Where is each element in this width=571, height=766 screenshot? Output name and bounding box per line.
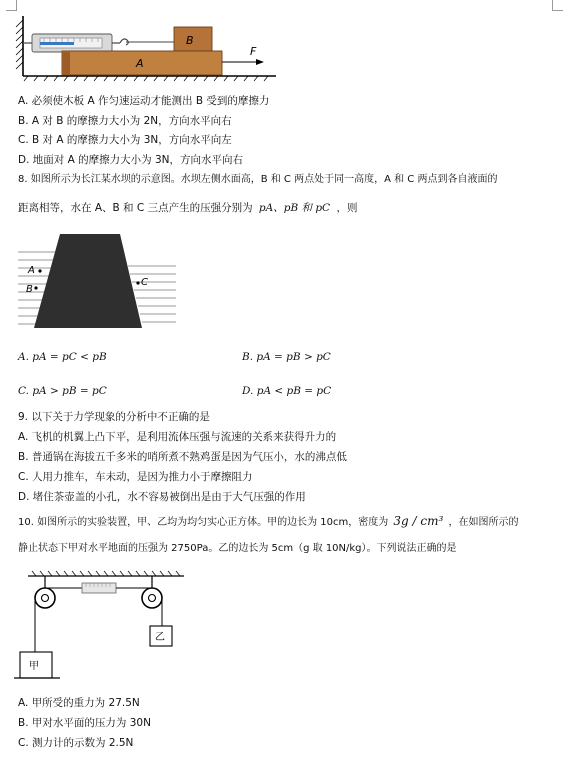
q8-option-a: A. pA = pC < pB (18, 351, 107, 363)
block-b-label: B (186, 34, 194, 47)
point-c-label: C (141, 277, 148, 288)
figure-pulley-setup (14, 570, 214, 682)
q7-option-c: C. B 对 A 的摩擦力大小为 3N，方向水平向左 (18, 134, 232, 146)
q8-option-c: C. pA > pB = pC (18, 385, 107, 397)
q10-stem-line1 (18, 514, 519, 530)
q10-stem-prefix: 10. 如图所示的实验装置，甲、乙均为均匀实心正方体。甲的边长为 10cm，密度为 (18, 517, 389, 528)
q7-option-b: B. A 对 B 的摩擦力大小为 2N，方向水平向右 (18, 115, 232, 127)
q8-option-b: B. pA = pB > pC (242, 351, 331, 363)
corner-mark-right (552, 0, 563, 11)
block-jia-label: 甲 (29, 661, 39, 672)
point-b-label: B (26, 284, 33, 295)
q10-stem-line2: 静止状态下甲对水平地面的压强为 2750Pa。乙的边长为 5cm（g 取 10N/kg）。下列说法正确的是 (18, 543, 457, 554)
block-yi-label: 乙 (155, 632, 165, 643)
q9-stem: 9. 以下关于力学现象的分析中不正确的是 (18, 411, 210, 423)
point-a-label: A (28, 265, 35, 276)
q10-stem-suffix: ，在如图所示的 (448, 517, 519, 528)
q10-option-b: B. 甲对水平面的压力为 30N (18, 717, 151, 729)
q8-stem-line1: 8. 如图所示为长江某水坝的示意图。水坝左侧水面高，B 和 C 两点处于同一高度，A 和 C 两点到各自液面的 (18, 174, 498, 185)
corner-mark-left (6, 0, 17, 11)
figure-friction-setup (14, 14, 284, 82)
q9-option-c: C. 人用力推车，车未动，是因为推力小于摩擦阻力 (18, 471, 253, 483)
q9-option-d: D. 堵住茶壶盖的小孔，水不容易被倒出是由于大气压强的作用 (18, 491, 306, 503)
q10-option-c: C. 测力计的示数为 2.5N (18, 737, 134, 749)
q8-stem-suffix: ，则 (336, 202, 358, 214)
q9-option-a: A. 飞机的机翼上凸下平，是利用流体压强与流速的关系来获得升力的 (18, 431, 337, 443)
q9-option-b: B. 普通锅在海拔五千多米的哨所煮不熟鸡蛋是因为气压小，水的沸点低 (18, 451, 347, 463)
q10-density: 3g / cm³ (393, 514, 444, 528)
q8-stem-prefix: 距离相等，水在 A、B 和 C 三点产生的压强分别为 (18, 202, 253, 214)
board-a-label: A (136, 57, 144, 70)
q8-option-d: D. pA < pB = pC (242, 385, 332, 397)
q8-pressure-vars: pA、pB 和 pC (258, 202, 331, 214)
q7-option-a: A. 必须使木板 A 作匀速运动才能测出 B 受到的摩擦力 (18, 95, 270, 107)
q10-option-a: A. 甲所受的重力为 27.5N (18, 697, 140, 709)
force-f-label: F (250, 45, 257, 58)
figure-dam (14, 230, 179, 332)
q8-stem-line2 (18, 201, 357, 215)
q7-option-d: D. 地面对 A 的摩擦力大小为 3N，方向水平向右 (18, 154, 243, 166)
